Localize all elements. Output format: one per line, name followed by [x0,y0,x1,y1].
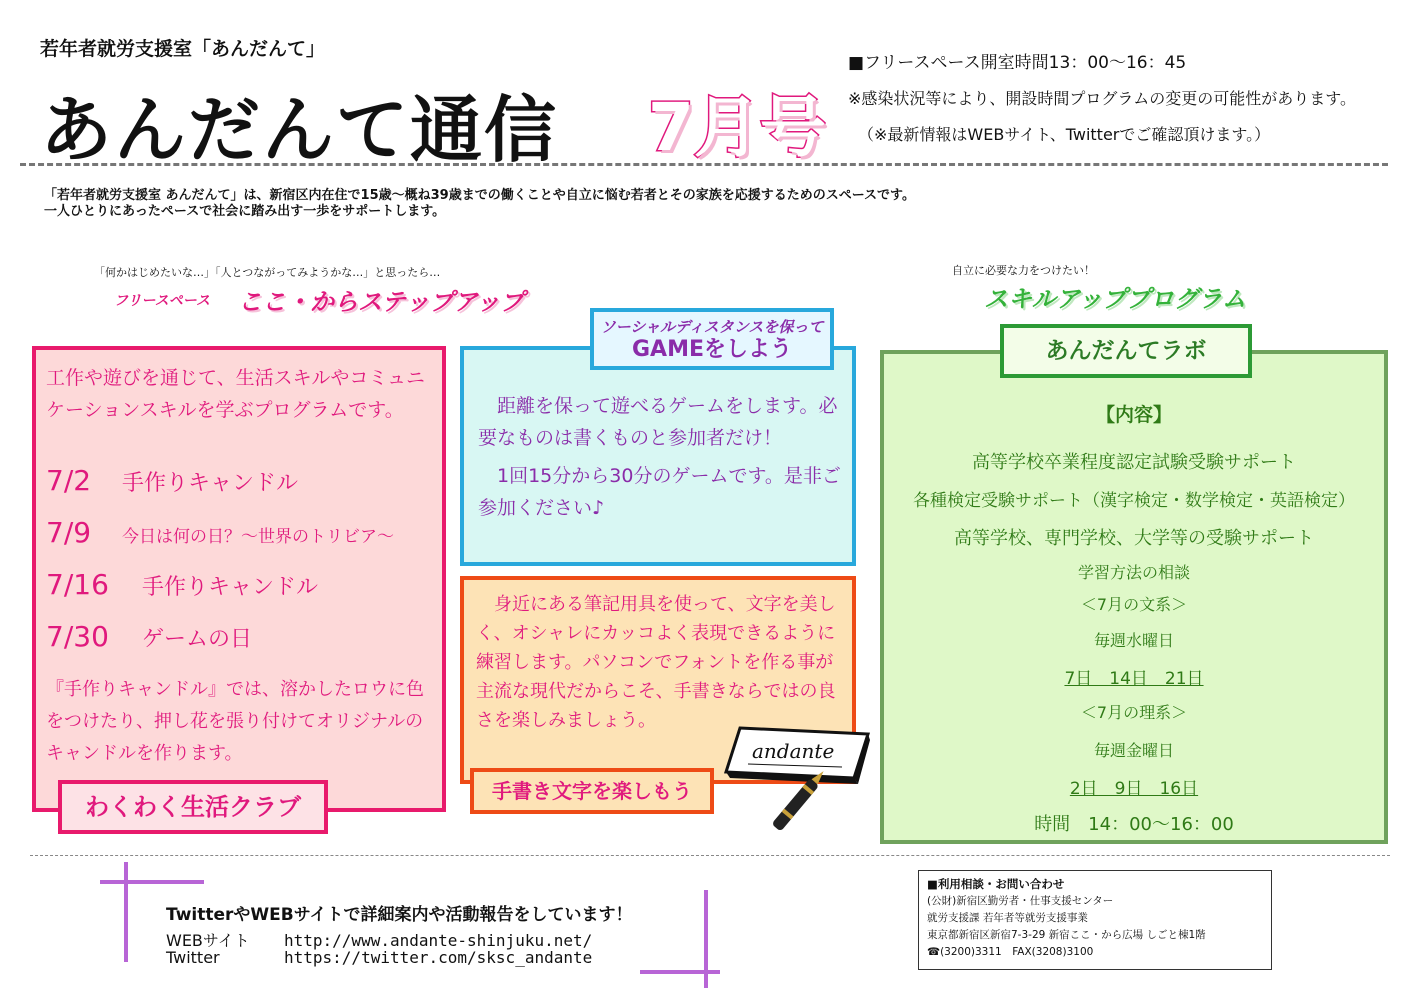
schedule-item [46,464,298,497]
intro-line-2: 一人ひとりにあったペースで社会に踏み出す一歩をサポートします。 [44,204,446,219]
life-club-label: わくわく生活クラブ [58,780,328,834]
schedule-title: 手作りキャンドル [122,471,299,496]
schedule-notice: ※感染状況等により、開設時間プログラムの変更の可能性があります。 [848,89,1356,108]
game-text-2: 1回15分から30分のゲームです。是非ご参加ください♪ [478,465,841,519]
schedule-date: 7/30 [46,620,109,653]
game-card [460,346,856,566]
twitter-label: Twitter [166,948,220,967]
schedule-title: 手作りキャンドル [142,575,319,600]
lab-item: 高等学校、専門学校、大学等の受験サポート [954,528,1314,549]
lab-bunkei-day: 毎週水曜日 [1093,631,1174,650]
schedule-date: 7/9 [46,516,92,549]
twitter-url-link[interactable]: https://twitter.com/sksc_andante [284,948,593,967]
andante-lab-label: あんだんてラボ [1000,324,1252,378]
schedule-title: 今日は何の日？～世界のトリビア～ [122,527,394,547]
pen-sign-icon [722,718,872,844]
lab-rikei-heading: ＜7月の理系＞ [1080,703,1188,722]
game-label-line-1: ソーシャルディスタンスを保って [600,318,824,336]
contact-box [918,870,1272,970]
lab-rikei-day: 毎週金曜日 [1093,741,1174,760]
lab-item: 学習方法の相談 [1077,563,1190,582]
twitter-row [166,948,592,967]
sign-text: andante [752,739,835,763]
contact-line: (公財)新宿区勤労者・仕事支援センター [927,895,1114,907]
newsletter-title: あんだんて通信 [40,88,559,172]
schedule-item [46,568,318,601]
info-notice: （※最新情報はWEBサイト、Twitterでご確認頂けます。） [858,125,1271,144]
schedule-item [46,516,394,549]
skill-program-title: スキルアッププログラム [984,285,1246,313]
lab-contents-heading: 【内容】 [1095,404,1172,426]
game-label-line-2: GAMEをしよう [631,337,792,362]
lab-item: 各種検定受験サポート（漢字検定・数学検定・英語検定） [913,491,1355,511]
lab-time: 時間 14：00～16：00 [1034,814,1234,835]
lab-bunkei-heading: ＜7月の文系＞ [1080,595,1188,614]
contact-phone: ☎(3200)3311 FAX(3208)3100 [927,946,1094,958]
handwriting-label: 手書き文字を楽しもう [470,768,714,814]
issue-label: 7月号 [648,89,826,166]
club-description: 工作や遊びを通じて、生活スキルやコミュニケーションスキルを学ぶプログラムです。 [46,367,426,421]
free-space-subtitle: フリースペース [114,293,211,309]
game-text-1: 距離を保って遊べるゲームをします。必要なものは書くものと参加者だけ！ [478,395,838,449]
contact-address: 東京都新宿区新宿7-3-29 新宿ここ・から広場 しごと棟1階 [927,929,1206,941]
footer-heading: TwitterやWEBサイトで詳細案内や活動報告をしています！ [166,905,633,925]
web-url-link[interactable]: http://www.andante-shinjuku.net/ [284,931,593,950]
handwriting-description: 身近にある筆記用具を使って、文字を美しく、オシャレにカッコよく表現できるように練習します。パソコンでフォントを作る事が主流な現代だからこそ、手書きならではの良さを楽しみましょう。 [476,594,836,731]
intro-line-1: 「若年者就労支援室 あんだんて」は、新宿区内在住で15歳～概ね39歳までの働くことや自立に悩む若者とその家族を応援するためのスペースです。 [44,188,916,203]
schedule-item [46,620,252,653]
header-divider [20,163,1388,166]
andante-lab-card [880,350,1388,844]
candle-description: 『手作りキャンドル』では、溶かしたロウに色をつけたり、押し花を張り付けてオリジナルのキャンドルを作ります。 [46,679,424,764]
life-club-card [32,346,446,812]
skill-program-lead: 自立に必要な力をつけたい！ [952,264,1095,277]
contact-line: 就労支援課 若年者等就労支援事業 [927,912,1088,924]
organization-name: 若年者就労支援室「あんだんて」 [40,38,326,60]
footer-divider [30,855,1390,856]
opening-hours: ■フリースペース開室時間13：00～16：45 [848,53,1187,73]
free-space-title: ここ・からステップアップ [238,288,524,316]
free-space-lead: 「何かはじめたいな…」「人とつながってみようかな…」と思ったら… [94,266,441,279]
lab-item: 高等学校卒業程度認定試験受験サポート [972,452,1296,473]
lab-rikei-dates: 2日 9日 16日 [1069,779,1199,799]
schedule-date: 7/2 [46,464,92,497]
schedule-title: ゲームの日 [142,627,253,652]
corner-frame-decoration [100,862,720,992]
schedule-date: 7/16 [46,568,109,601]
web-label: WEBサイト [166,931,250,950]
contact-heading: ■利用相談・お問い合わせ [927,877,1065,891]
game-label [590,308,834,370]
lab-bunkei-dates: 7日 14日 21日 [1064,669,1204,689]
game-description [478,390,848,524]
